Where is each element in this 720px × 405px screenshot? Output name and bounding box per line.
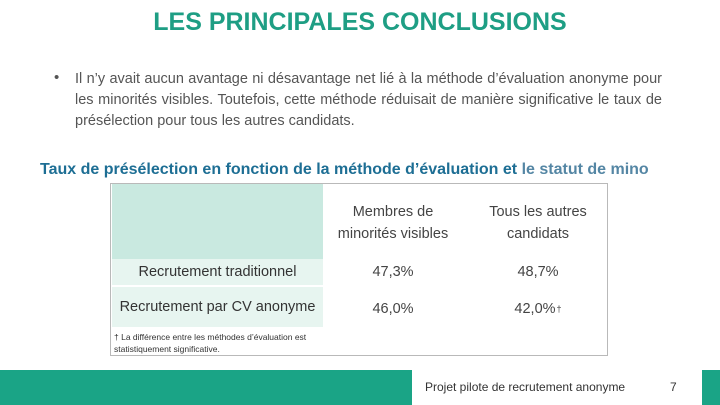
bullet-paragraph: Il n’y avait aucun avantage ni désavantage net lié à la méthode d’évaluation anonyme pour les minorités visibles. Toutefois, cette méthode réduisait de manière significative le taux de présélection pour tous les autres candidats. <box>75 71 662 129</box>
row-label-anonymous: Recrutement par CV anonyme <box>112 287 323 327</box>
table-footnote: † La différence entre les méthodes d’évaluation est statistiquement significative. <box>114 332 307 354</box>
cell-anonymous-others-value: 42,0% <box>514 301 556 317</box>
footer-project-name: Projet pilote de recrutement anonyme <box>425 380 626 394</box>
header-visible-minorities: Membres de minorités visibles <box>337 204 449 242</box>
significance-dagger: † <box>556 304 562 314</box>
table-title-main: Taux de présélection en fonction de la méthode d’évaluation et <box>40 161 522 178</box>
table-corner-cell <box>112 184 323 259</box>
slide-title: LES PRINCIPALES CONCLUSIONS <box>153 8 567 36</box>
bullet-marker: • <box>54 69 60 86</box>
table-title-tail: le statut de mino <box>521 161 649 178</box>
header-other-candidates: Tous les autres candidats <box>489 204 587 242</box>
cell-traditional-others: 48,7% <box>517 264 559 280</box>
cell-traditional-minorities: 47,3% <box>372 264 414 280</box>
cell-anonymous-minorities: 46,0% <box>372 301 414 317</box>
table-title <box>40 161 649 179</box>
cell-anonymous-others <box>470 296 606 322</box>
row-label-traditional: Recrutement traditionnel <box>112 259 323 285</box>
page-number: 7 <box>670 380 677 394</box>
